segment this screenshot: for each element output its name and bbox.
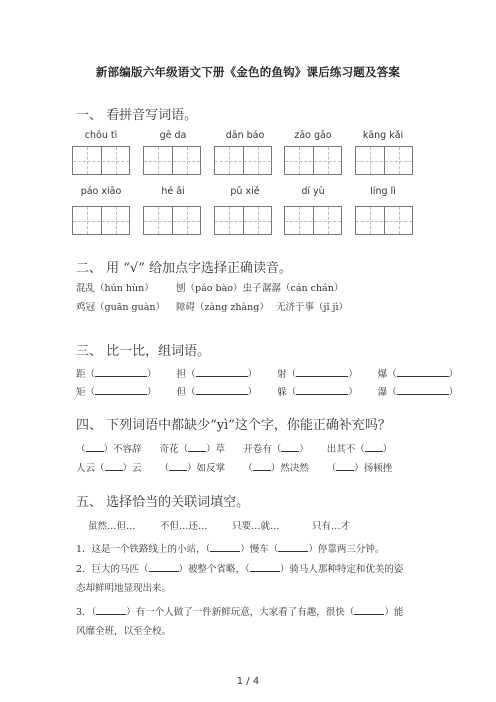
paren-close: ） (247, 369, 258, 380)
question-2-cont: 态却鲜明地显现出来。 (76, 583, 172, 594)
section-2-heading: 二、 用 “√” 给加点字选择正确读音。 (76, 261, 292, 276)
compare-row-2 (76, 384, 458, 398)
document-title: 新部编版六年级语文下册《金色的鱼钩》课后练习题及答案 (95, 65, 401, 79)
answer-blank[interactable] (96, 605, 126, 615)
question-2 (76, 561, 403, 575)
pinyin-label: gē da (159, 130, 187, 141)
section-1-heading: 一、 看拼音写词语。 (76, 108, 198, 123)
char-prompt: 但（ (176, 387, 196, 398)
word-text: ） (299, 444, 309, 455)
paren-open: （ (326, 463, 337, 474)
word-text: ） (382, 444, 393, 455)
pinyin-label: hé ǎi (161, 186, 185, 197)
writing-box[interactable] (143, 206, 201, 235)
answer-blank[interactable] (149, 562, 179, 572)
paren-open: （ (159, 463, 170, 474)
answer-blank[interactable] (296, 367, 348, 377)
question-text: ）有一个人做了一件新鲜玩意，大家看了有趣，很快（ (126, 607, 355, 618)
answer-blank[interactable] (365, 442, 383, 452)
answer-blank[interactable] (250, 562, 280, 572)
word-text: ）如反掌 (187, 463, 226, 474)
question-text: ）骑马人那种特定和优美的姿 (279, 564, 404, 575)
pinyin-label: dí yù (301, 186, 325, 197)
char-prompt: 矩（ (76, 387, 96, 398)
word-text: ）云 (122, 463, 142, 474)
paren-close: ） (448, 369, 459, 380)
question-text: ）慢车（ (240, 544, 279, 555)
question-text: 1．这是一个铁路线上的小站，（ (76, 544, 211, 555)
conjunction-option: 只有…才 (312, 521, 351, 532)
answer-blank[interactable] (281, 442, 299, 452)
reading-choice[interactable]: 混乱（hún hùn） (76, 283, 154, 294)
answer-blank[interactable] (336, 461, 354, 471)
question-text: ）能 (384, 607, 404, 618)
word-text: 开卷有（ (243, 444, 282, 455)
answer-blank[interactable] (95, 367, 147, 377)
pinyin-label: páo xiāo (80, 186, 122, 197)
conjunction-option: 不但…还… (160, 521, 208, 532)
char-prompt: 爆（ (377, 369, 397, 380)
answer-blank[interactable] (296, 385, 348, 395)
paren-close: ） (448, 387, 459, 398)
section-5-heading: 五、 选择恰当的关联词填空。 (76, 495, 250, 510)
answer-blank[interactable] (210, 542, 240, 552)
writing-box[interactable] (214, 146, 272, 175)
writing-box[interactable] (143, 146, 201, 175)
pinyin-label: líng lì (370, 186, 396, 197)
word-text: ）然决然 (270, 463, 309, 474)
question-text: ）停靠两三分钟。 (308, 544, 385, 555)
answer-blank[interactable] (397, 367, 449, 377)
writing-box[interactable] (72, 146, 130, 175)
answer-blank[interactable] (95, 385, 147, 395)
reading-choice[interactable]: 潺潺（cán chán） (262, 283, 344, 294)
char-prompt: 射（ (277, 369, 297, 380)
answer-blank[interactable] (354, 605, 384, 615)
char-prompt: 距（ (76, 369, 96, 380)
word-text: ）扬顿挫 (354, 463, 393, 474)
answer-blank[interactable] (397, 385, 449, 395)
answer-blank[interactable] (188, 442, 206, 452)
conjunction-option: 只要…就… (232, 521, 280, 532)
writing-box[interactable] (284, 146, 342, 175)
writing-box[interactable] (284, 206, 342, 235)
pinyin-label: dān báo (225, 130, 265, 141)
reading-choice[interactable]: 无济于事（jǐ jì） (276, 302, 348, 313)
fill-yi-row-2 (76, 460, 392, 474)
paren-open: （ (243, 463, 253, 474)
word-text: 奇花（ (159, 444, 189, 455)
char-prompt: 躲（ (277, 387, 297, 398)
question-3-cont: 风靡全班，以至全校。 (76, 626, 172, 637)
answer-blank[interactable] (86, 442, 104, 452)
compare-row-1 (76, 366, 458, 380)
answer-blank[interactable] (169, 461, 187, 471)
writing-box[interactable] (355, 206, 413, 235)
answer-blank[interactable] (196, 385, 248, 395)
pinyin-label: chōu tì (84, 130, 118, 141)
pinyin-label: pǔ xiě (230, 186, 260, 197)
section-4-heading: 四、 下列词语中都缺少“yì”这个字，你能正确补充吗？ (76, 418, 391, 433)
answer-blank[interactable] (278, 542, 308, 552)
word-text: ）不容辞 (103, 444, 142, 455)
paren-close: ） (147, 387, 157, 398)
section-3-heading: 三、 比一比，组词语。 (76, 344, 211, 359)
reading-choice[interactable]: 刨（páo bào）虫子 (176, 283, 262, 294)
reading-choice[interactable]: 鸡冠（guān guàn） (76, 302, 165, 313)
word-text: 人云（ (76, 463, 105, 474)
writing-box[interactable] (355, 146, 413, 175)
paren-close: ） (247, 387, 258, 398)
question-1 (76, 541, 384, 555)
char-prompt: 担（ (176, 369, 196, 380)
reading-choice[interactable]: 障碍（zàng zhàng） (176, 302, 269, 313)
word-text: ）草 (206, 444, 226, 455)
answer-blank[interactable] (105, 461, 123, 471)
writing-box[interactable] (214, 206, 272, 235)
pinyin-label: zāo gāo (294, 130, 332, 141)
conjunction-option: 虽然…但… (88, 521, 136, 532)
answer-blank[interactable] (196, 367, 248, 377)
char-prompt: 瀑（ (377, 387, 397, 398)
writing-box[interactable] (72, 206, 130, 235)
fill-yi-row-1 (76, 441, 392, 455)
answer-blank[interactable] (253, 461, 271, 471)
page-number: 1 / 4 (236, 676, 260, 687)
word-text: 出其不（ (326, 444, 365, 455)
paren-close: ） (348, 369, 358, 380)
question-text: ）被整个省略，（ (178, 564, 250, 575)
paren-close: ） (348, 387, 358, 398)
question-3 (76, 604, 403, 618)
question-text: 3．（ (76, 607, 97, 618)
paren-close: ） (147, 369, 157, 380)
question-text: 2．巨大的马匹（ (76, 564, 149, 575)
paren-open: （ (76, 444, 86, 455)
pinyin-label: kāng kǎi (362, 130, 404, 141)
